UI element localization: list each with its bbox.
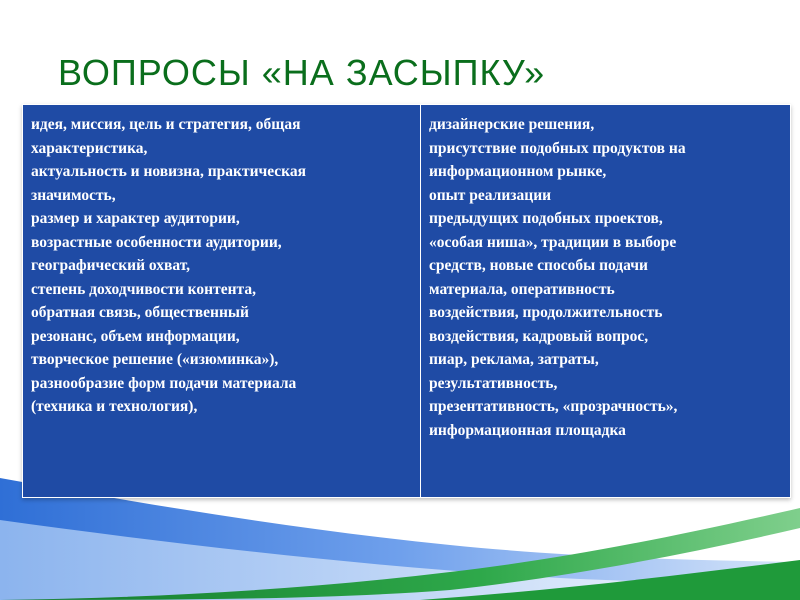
right-cell-line: присутствие подобных продуктов на	[429, 139, 686, 157]
left-cell-line: творческое решение («изюминка»),	[31, 351, 279, 368]
right-cell-line: воздействия, продолжительность	[429, 304, 663, 321]
left-cell-line: характеристика,	[31, 139, 148, 157]
left-cell-line: географический охват,	[31, 257, 191, 274]
right-cell-line: информационная площадка	[429, 421, 626, 439]
left-cell-line: (техника и технология),	[31, 398, 198, 415]
left-cell-line: идея, миссия, цель и стратегия, общая	[31, 116, 301, 133]
right-cell-line: дизайнерские решения,	[429, 116, 595, 133]
right-cell-line: предыдущих подобных проектов,	[429, 210, 663, 227]
questions-table	[22, 104, 791, 498]
left-cell-line: значимость,	[31, 186, 116, 204]
left-cell-line: размер и характер аудитории,	[31, 210, 240, 227]
left-cell-line: разнообразие форм подачи материала	[31, 374, 297, 392]
right-cell-line: воздействия, кадровый вопрос,	[429, 327, 649, 345]
right-cell-line: пиар, реклама, затраты,	[429, 351, 599, 368]
left-cell-line: резонанс, объем информации,	[31, 327, 240, 345]
right-cell-line: информационном рынке,	[429, 163, 607, 180]
right-cell-line: опыт реализации	[429, 186, 552, 204]
right-cell-line: материала, оперативность	[429, 280, 615, 298]
left-cell-line: обратная связь, общественный	[31, 304, 249, 321]
right-cell-line: «особая ниша», традиции в выборе	[429, 233, 677, 251]
table-row	[23, 105, 791, 498]
left-column-cell	[23, 105, 421, 498]
slide-title: ВОПРОСЫ «НА ЗАСЫПКУ»	[58, 52, 546, 93]
right-cell-line: средств, новые способы подачи	[429, 257, 648, 274]
left-cell-line: степень доходчивости контента,	[31, 280, 256, 298]
left-cell-line: актуальность и новизна, практическая	[31, 163, 307, 180]
left-cell-line: возрастные особенности аудитории,	[31, 233, 282, 251]
right-cell-line: презентативность, «прозрачность»,	[429, 398, 678, 415]
right-column-cell	[421, 105, 791, 498]
right-cell-line: результативность,	[429, 374, 558, 392]
